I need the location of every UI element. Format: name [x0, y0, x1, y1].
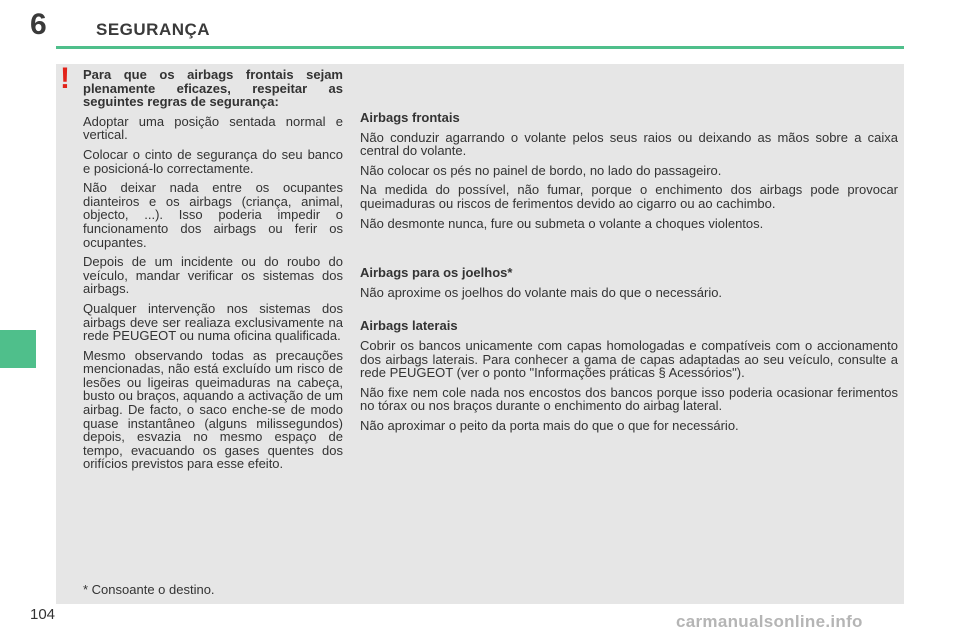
warning-title: Para que os airbags frontais sejam plenamente eficazes, respeitar as seguintes regras de segurança: [83, 67, 343, 110]
footnote: * Consoante o destino. [83, 582, 215, 597]
exclamation-icon: ! [60, 62, 70, 95]
watermark: carmanualsonline.info [676, 612, 863, 631]
chapter-side-tab [0, 330, 36, 368]
section-paragraph: Cobrir os bancos unicamente com capas homologadas e compatíveis com o accionamento dos airbags laterais. Para conhecer a gama de capas adaptadas ao seu veículo, consulte a rede PEUGEOT (ver o ponto "Informações práticas § Acessórios"). [360, 337, 898, 381]
warning-paragraph: Mesmo observando todas as precauções mencionadas, não está excluído um risco de lesões ou ligeiras queimaduras na cabeça, busto ou braços, aquando a activação de um airbag. De facto, o saco enche-se de modo quase instantâneo (alguns milissegundos) depois, esvazia no mesmo espaço de tempo, evacuando os gases quentes dos orifícios previstos para esse efeito. [83, 347, 343, 472]
main-text-column [360, 111, 898, 453]
section-paragraph: Não colocar os pés no painel de bordo, no lado do passageiro. [360, 162, 722, 178]
warning-paragraph: Não deixar nada entre os ocupantes dianteiros e os airbags (criança, animal, objecto, ...). Isso poderia impedir o funcionamento dos airbags ou ferir os ocupantes. [83, 180, 343, 250]
section-paragraph: Na medida do possível, não fumar, porque o enchimento dos airbags pode provocar queimaduras ou riscos de ferimentos devido ao cigarro ou ao cachimbo. [360, 182, 898, 211]
warning-paragraph: Depois de um incidente ou do roubo do veículo, mandar verificar os sistemas dos airbags. [83, 254, 343, 297]
section-side-airbags [360, 319, 898, 432]
section-paragraph: Não conduzir agarrando o volante pelos seus raios ou deixando as mãos sobre a caixa central do volante. [360, 129, 898, 159]
section-paragraph: Não desmonte nunca, fure ou submeta o volante a choques violentos. [360, 215, 764, 231]
warning-paragraph: Qualquer intervenção nos sistemas dos airbags deve ser realiaza exclusivamente na rede PEUGEOT ou numa oficina qualificada. [83, 300, 343, 344]
chapter-number: 6 [30, 8, 47, 41]
section-knee-airbags [360, 266, 898, 299]
section-frontal-airbags [360, 111, 898, 230]
warning-box [83, 68, 343, 477]
section-paragraph: Não fixe nem cole nada nos encostos dos bancos porque isso poderia ocasionar ferimentos no tórax ou nos braços durante o enchimento do airbag lateral. [360, 384, 898, 414]
header-divider [56, 46, 904, 49]
chapter-title: SEGURANÇA [96, 20, 211, 39]
section-title: Airbags para os joelhos* [360, 265, 513, 281]
page-number: 104 [30, 606, 56, 623]
warning-paragraph: Adoptar uma posição sentada normal e vertical. [83, 113, 343, 143]
section-paragraph: Não aproximar o peito da porta mais do que o que for necessário. [360, 417, 739, 433]
section-title: Airbags laterais [360, 318, 458, 334]
section-paragraph: Não aproxime os joelhos do volante mais do que o necessário. [360, 284, 723, 300]
section-title: Airbags frontais [360, 110, 460, 125]
warning-paragraph: Colocar o cinto de segurança do seu banco e posicioná-lo correctamente. [83, 146, 343, 176]
